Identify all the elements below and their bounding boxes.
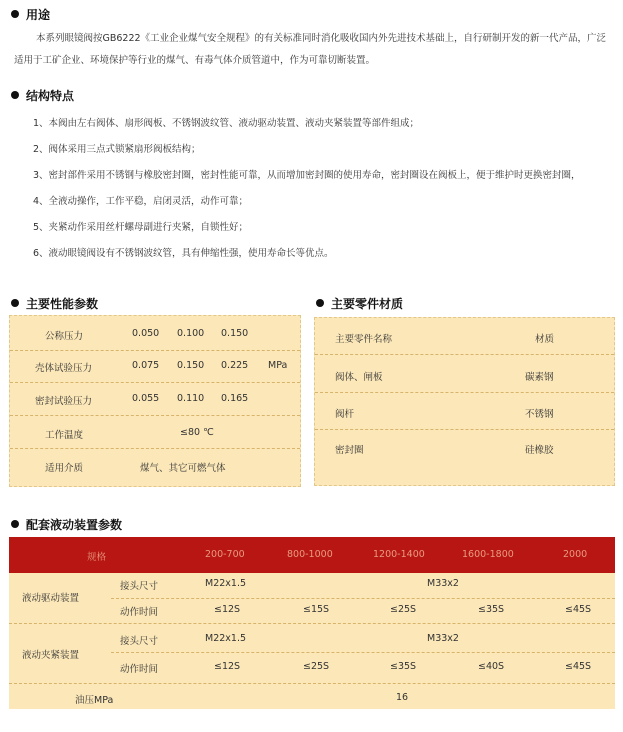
feature-item: 3、密封部件采用不锈钢与橡胶密封圈，密封性能可靠，从而增加密封圈的使用寿命，密封圈设在阀板上，便于维护时更换密封圈， [33,170,581,181]
oil-pressure-label: 油压MPa [75,695,114,706]
part-material: 碳素钢 [525,372,554,383]
clamp-time: ≤45S [565,661,592,672]
feature-item: 1、本阀由左右阀体、扇形阀板、不锈钢波纹管、液动驱动装置、液动夹紧装置等部件组成； [33,118,420,129]
nominal-pressure-label: 公称压力 [45,331,84,342]
size-header: 2000 [563,549,588,560]
shell-pressure-label: 壳体试验压力 [35,363,93,374]
part-name: 阀杆 [335,409,355,420]
size-header: 200-700 [205,549,245,560]
spec-label: 规格 [87,552,107,563]
hydraulic-heading [11,516,122,533]
materials-heading [316,295,403,312]
performance-heading [11,295,98,312]
bullet-icon [316,299,324,307]
part-material: 硅橡胶 [525,445,554,456]
nominal-value: 0.100 [177,328,205,339]
drive-time: ≤35S [478,604,505,615]
oil-pressure-value: 16 [396,692,409,703]
nominal-value: 0.050 [132,328,160,339]
shell-value: 0.225 [221,360,249,371]
performance-title: 主要性能参数 [26,297,99,311]
seal-value: 0.110 [177,393,205,404]
drive-time-label: 动作时间 [120,607,159,618]
bullet-icon [11,10,19,18]
feature-item: 2、阀体采用三点式锁紧扇形阀板结构； [33,144,201,155]
drive-joint-small: M22x1.5 [205,578,247,589]
materials-table [314,317,615,486]
drive-time: ≤45S [565,604,592,615]
shell-value: 0.075 [132,360,160,371]
hydraulic-title: 配套液动装置参数 [26,518,123,532]
part-name: 密封圈 [335,445,364,456]
feature-item: 4、全液动操作，工作平稳，启闭灵活，动作可靠； [33,196,249,207]
size-header: 800-1000 [287,549,333,560]
pressure-unit: MPa [268,360,288,371]
clamp-joint-large: M33x2 [427,633,459,644]
working-temp-label: 工作温度 [45,430,84,441]
usage-paragraph: 本系列眼镜阀按GB6222《工业企业煤气安全规程》的有关标准同时消化吸收国内外先进技术基础上，自行研制开发的新一代产品，广泛适用于工矿企业、环境保护等行业的煤气、有毒气体介质管道中，作为可靠切断装置。 [14,33,607,66]
clamp-time: ≤12S [214,661,241,672]
bullet-icon [11,299,19,307]
nominal-value: 0.150 [221,328,249,339]
drive-time: ≤15S [303,604,330,615]
shell-value: 0.150 [177,360,205,371]
usage-title: 用途 [26,8,51,22]
bullet-icon [11,91,19,99]
part-material: 不锈钢 [525,409,554,420]
seal-value: 0.055 [132,393,160,404]
features-title: 结构特点 [26,89,75,103]
medium-label: 适用介质 [45,463,84,474]
size-header: 1200-1400 [373,549,425,560]
clamp-joint-small: M22x1.5 [205,633,247,644]
part-name: 阀体、闸板 [335,372,383,383]
feature-item: 5、夹紧动作采用丝杆螺母副进行夹紧，自锁性好； [33,222,249,233]
clamp-time: ≤40S [478,661,505,672]
working-temp-value: ≤80 ℃ [180,427,214,438]
size-header: 1600-1800 [462,549,514,560]
drive-device-label: 液动驱动装置 [22,593,80,604]
hydraulic-table [9,573,615,709]
drive-joint-label: 接头尺寸 [120,581,159,592]
clamp-joint-label: 接头尺寸 [120,636,159,647]
drive-time: ≤25S [390,604,417,615]
clamp-time: ≤35S [390,661,417,672]
drive-time: ≤12S [214,604,241,615]
materials-title: 主要零件材质 [331,297,404,311]
clamp-device-label: 液动夹紧装置 [22,650,80,661]
medium-value: 煤气、其它可燃气体 [140,463,226,474]
performance-table [9,315,301,487]
clamp-time: ≤25S [303,661,330,672]
seal-value: 0.165 [221,393,249,404]
feature-item: 6、液动眼镜阀设有不锈钢波纹管，具有伸缩性强，使用寿命长等优点。 [33,248,334,259]
material-header-material: 材质 [535,334,555,345]
usage-heading [11,6,50,23]
bullet-icon [11,520,19,528]
drive-joint-large: M33x2 [427,578,459,589]
material-header-part: 主要零件名称 [335,334,393,345]
seal-pressure-label: 密封试验压力 [35,396,93,407]
clamp-time-label: 动作时间 [120,664,159,675]
features-heading [11,87,74,104]
